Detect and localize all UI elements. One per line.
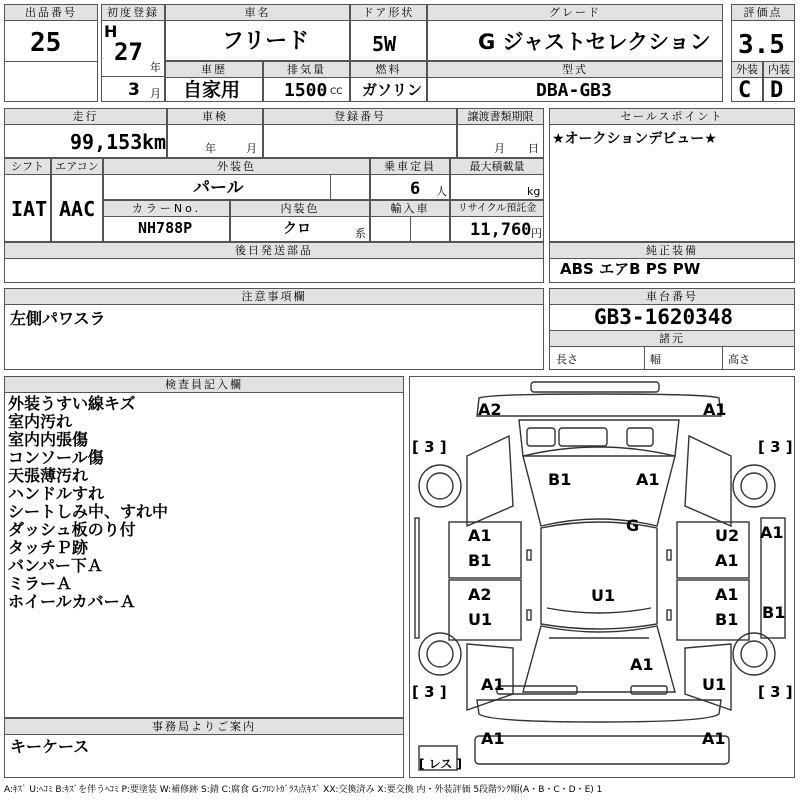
era-letter: H [104,22,118,41]
car-name-value: フリード [222,29,310,54]
note-line: タッチＰ跡 [8,538,89,557]
damage-rear-bumper-right: A1 [702,729,726,748]
damage-rear-door-left: A2 [468,585,492,604]
first-registration-label: 初度登録 [102,5,164,20]
mileage-unit: km [142,130,167,154]
note-line: ミラーＡ [8,574,73,593]
chassis-number-value: GB3-1620348 [594,305,734,329]
registration-year: 27 [114,38,143,66]
door-type-label: ドア形状 [351,5,426,20]
note-line: 外装うすい線キズ [8,394,136,413]
damage-hood-left: B1 [548,470,572,489]
fuel-label: 燃料 [351,62,426,77]
interior-color-unit: 系 [355,227,366,240]
exterior-color-label: 外装色 [104,159,369,174]
displacement-label: 排気量 [264,62,349,77]
note-line: バンパー下Ａ [8,556,103,575]
shift-label: シフト [5,159,50,174]
exterior-color-value: パール [193,178,244,198]
damage-front-door-right-2: A1 [715,551,739,570]
spec-length-label: 長さ [556,353,578,366]
year-unit: 年 [150,61,161,74]
chassis-number-label: 車台番号 [550,289,794,304]
damage-roof: U1 [591,586,616,605]
interior-color-value: クロ [283,221,311,237]
damage-hood-right: A1 [636,470,660,489]
interior-grade-label: 内装 [764,62,794,77]
month-unit: 月 [150,87,161,100]
registration-number-label: 登録番号 [264,109,456,124]
damage-front-door-right: U2 [715,526,740,545]
recycle-fee-label: リサイクル預託金 [451,201,543,216]
later-parts-label: 後日発送部品 [5,243,543,258]
tire-depth-front-left: [ 3 ] [412,438,447,456]
history-value: 自家用 [183,79,241,101]
damage-front-bumper-right: A1 [703,400,727,419]
note-line: 室内内張傷 [8,430,89,449]
damage-right-quarter: B1 [762,603,786,622]
spec-width-label: 幅 [650,353,661,366]
damage-front-door-left: A1 [468,526,492,545]
note-line: ハンドルすれ [8,484,105,503]
tire-depth-rear-left: [ 3 ] [412,683,447,701]
damage-rear-left-quarter: A1 [481,675,505,694]
lot-number-value: 25 [30,28,62,58]
car-name-label: 車名 [166,5,349,20]
tire-depth-front-right: [ 3 ] [758,438,793,456]
lot-number-label: 出品番号 [5,5,97,20]
displacement-value: 1500 [284,80,328,101]
caution-label: 注意事項欄 [5,289,543,304]
deadline-day-unit: 日 [528,142,539,155]
inspection-month-unit: 月 [246,142,257,155]
genuine-equipment-label: 純正装備 [550,243,794,258]
specs-label: 諸元 [550,331,794,346]
grade-label: グレード [428,5,722,20]
registration-month: 3 [128,80,140,100]
damage-right-fender: A1 [760,523,784,542]
color-number-label: カラーNo. [104,201,229,216]
interior-grade-value: D [770,78,784,103]
office-notes-value: キーケース [10,737,90,756]
note-line: ダッシュ板のり付 [8,520,136,539]
exterior-grade-value: C [738,78,752,103]
inspection-year-unit: 年 [205,142,216,155]
damage-rear-glass: A1 [630,655,654,674]
caution-value: 左側パワスラ [10,309,106,328]
capacity-value: 6 [410,179,421,199]
mileage-label: 走行 [5,109,166,124]
sales-point-cell [549,108,795,242]
damage-windshield: G [626,516,640,535]
transfer-deadline-label: 譲渡書類期限 [458,109,543,124]
note-line: ホイールカバーＡ [8,592,136,611]
model-label: 型式 [428,62,722,77]
damage-code-legend: A:ｷｽﾞ U:ﾍｺﾐ B:ｷｽﾞを伴うﾍｺﾐ P:要塗装 W:補修跡 S:錆 C:腐食 G:ﾌﾛﾝﾄｶﾞﾗｽ点ｷｽﾞ XX:交換済み X:要交換 内・外装評価 5段階ﾗﾝｸ順(A・B・C・D・E) 1 [4,785,603,795]
door-type-value: 5W [372,32,397,56]
inspection-label: 車検 [168,109,262,124]
fuel-value: ガソリン [362,81,423,99]
capacity-label: 乗車定員 [371,159,449,174]
capacity-unit: 人 [436,185,447,198]
damage-rear-door-left-2: U1 [468,610,493,629]
recycle-fee-unit: 円 [531,227,542,240]
shift-value: IAT [11,197,48,221]
genuine-equipment-value: ABS エアB PS PW [560,260,701,278]
exterior-grade-label: 外装 [732,62,762,77]
aircon-value: AAC [59,197,96,221]
grade-value: G ジャストセレクション [478,30,711,54]
damage-rear-door-right-2: B1 [715,610,739,629]
tire-depth-rear-right: [ 3 ] [758,683,793,701]
spec-height-label: 高さ [728,353,750,366]
damage-rear-right-quarter: U1 [702,675,727,694]
score-value: 3.5 [738,30,785,60]
import-label: 輸入車 [371,201,449,216]
mileage-value: 99,153 [70,130,143,154]
inspector-notes-list [8,395,168,611]
sales-point-label: セールスポイント [550,109,794,124]
aircon-label: エアコン [52,159,102,174]
damage-rear-door-right: A1 [715,585,739,604]
sales-point-value: ★オークションデビュー★ [552,131,717,147]
damage-rear-bumper-left: A1 [481,729,505,748]
car-diagram-outline [409,376,795,778]
note-line: 室内汚れ [8,412,73,431]
office-notes-label: 事務局よりご案内 [5,719,403,734]
recycle-fee-value: 11,760 [470,220,532,240]
score-label: 評価点 [732,5,794,20]
model-value: DBA-GB3 [536,80,612,101]
note-line: コンソール傷 [8,448,104,467]
history-label: 車歴 [166,62,262,77]
max-load-unit: kg [527,185,541,198]
note-line: 天張薄汚れ [8,466,89,485]
inspector-notes-label: 検査員記入欄 [5,377,403,392]
max-load-label: 最大積載量 [451,159,543,174]
deadline-month-unit: 月 [494,142,505,155]
damage-front-bumper-left: A2 [478,400,502,419]
displacement-unit: CC [330,87,343,97]
note-line: シートしみ中、すれ中 [8,502,169,521]
interior-color-label: 内装色 [231,201,369,216]
color-number-value: NH788P [138,219,193,237]
spare-tire-label: [ レス ] [419,757,462,771]
damage-front-door-left-2: B1 [468,551,492,570]
